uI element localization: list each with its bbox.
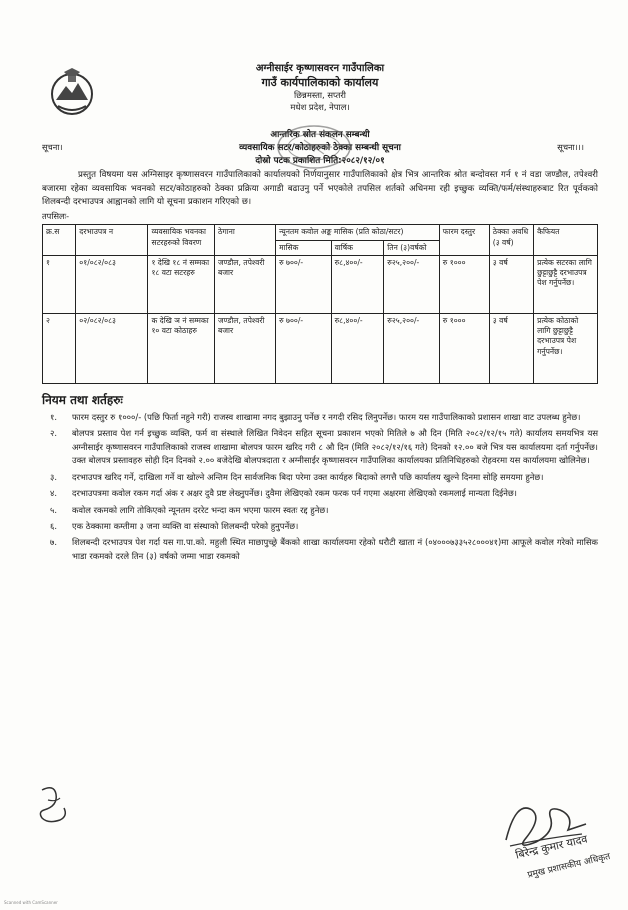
list-item — [42, 411, 598, 424]
notice-label-left: सूचना। — [42, 142, 63, 152]
notice-intro: प्रस्तुत विषयमा यस अग्निसाइर कृष्णासवरन गाउँपालिकाको कार्यालयको निर्णयानुसार गाउँपालिकाको क्षेत्र भित्र आन्तरिक श्रोत बन्दोवस्त गर्न १ नं वडा जण्डौल, तपेश्वरी बजारमा रहेका व्यवसायिक भवनको सटर/कोठाहरुको ठेक्का प्रक्रिया अगाडी बढाउनु पर्ने भएकोले तपसिल शर्तको अधिनमा रही इच्छुक व्यक्ति/फर्म/संस्थाहरुबाट रित पूर्वकको शिलबन्दी दरभाउपत्र आह्वानको लागि यो सूचना प्रकाशन गरिएको छ। — [42, 170, 598, 207]
notice-title-2: व्यवसायिक सटर/कोठाहरुको ठेक्का सम्बन्धी सूचना — [239, 142, 401, 153]
cell-period: ३ वर्ष — [489, 313, 533, 383]
cell-monthly: रु ७००/- — [276, 313, 332, 383]
rule-text: दरभाउपत्र खरिद गर्ने, दाखिला गर्ने वा खोल्ने अन्तिम दिन सार्वजनिक बिदा परेमा उक्त कार्यहरु बिदाको लगत्तै पछि कार्यालय खुल्ने दिनमा सोहि समयमा हुनेछ। — [72, 471, 544, 482]
officer-title: प्रमुख प्रशासकीय अधिकृत — [526, 851, 612, 881]
list-item — [42, 536, 598, 563]
nepal-emblem-icon — [46, 66, 98, 118]
rules-list — [42, 411, 598, 563]
cell-remarks: प्रत्येक सटरका लागि छुट्टाछुट्टै दरभाउपत्र पेश गर्नुपर्नेछ। — [534, 255, 598, 313]
notice-label-right: सूचना।।। — [557, 142, 584, 152]
notice-title-3: दोस्रो पटक प्रकाशित मिति:२०८२/१२/०१ — [255, 155, 385, 166]
cell-remarks: प्रत्येक कोठाको लागि छुट्टाछुट्टै दरभाउपत्र पेश गर्नुपर्नेछ। — [534, 313, 598, 383]
rules-title: नियम तथा शर्तहरुः — [42, 392, 123, 407]
header-description: व्यवसायिक भवनका सटरहरुको विवरण — [148, 225, 215, 256]
rule-text: बोलपत्र प्रस्ताव पेश गर्न इच्छुक व्यक्ति, फर्म वा संस्थाले लिखित निवेदन सहित सूचना प्रकाशन भएको मितिले ७ औ दिन (मिति २०८२/१२/१५ गते) कार्यालय समयभित्र यस अग्नीसाईर कृष्णासवरन गाउँपालिकाको राजस्व शाखामा बोलपत्र फारम खरिद गरी ८ औ दिन (मिति २०८२/१२/१६ गते) दिनको १२.०० बजे भित्र यस कार्यालयमा दर्ता गर्नुपर्नेछ। उक्त बोलपत्र प्रस्तावहरु सोही दिन दिनको २.०० बजेदेखि बोलपत्रदाता र अग्नीसाईर कृष्णासवरन गाउँपालिका कार्यालयका प्रतिनिधिहरुको रोहवरमा यस कार्यालयमा खोलिनेछ। — [72, 428, 598, 466]
rule-number: ४. — [50, 488, 58, 499]
header-form-fee: फारम दस्तुर — [439, 225, 489, 256]
cell-tender-no: ०२/०८२/०८३ — [76, 313, 148, 383]
rule-text: कवोल रकमको लागि तोकिएको न्यूनतम दररेट भन्दा कम भएमा फारम स्वतः रद्द हुनेछ। — [72, 504, 329, 515]
rule-number: ६. — [50, 521, 58, 532]
cell-location: जण्डौल, तपेश्वरी बजार — [215, 313, 276, 383]
rule-text: फारम दस्तुर रु १०००/- (पछि फिर्ता नहुने गरी) राजस्व शाखामा नगद बुझाउनु पर्नेछ र नगदी रसिद लिनुपर्नेछ। फारम यस गाउँपालिकाको प्रशासन शाखा वाट उपलब्ध हुनेछ। — [72, 411, 581, 422]
notice-page — [42, 62, 598, 566]
scanner-watermark: Scanned with CamScanner — [4, 900, 58, 905]
cell-period: ३ वर्ष — [489, 255, 533, 313]
cell-sn: १ — [43, 255, 76, 313]
office-header — [82, 62, 558, 113]
header-tender-no: दरभाउपत्र न — [76, 225, 148, 256]
rule-text: एक ठेक्कामा कम्तीमा ३ जना व्यक्ति वा संस्थाको शिलबन्दी परेको हुनुपर्नेछ। — [72, 521, 299, 532]
rule-number: १. — [50, 411, 58, 422]
header-yearly: वार्षिक — [331, 240, 384, 255]
officer-name: बिरेन्द्र कुमार यादव — [514, 832, 589, 862]
address-line-1: छिन्नमस्ता, सप्तरी — [294, 90, 346, 101]
rule-number: ५. — [50, 504, 58, 515]
table-row — [43, 255, 598, 313]
cell-yearly: रु८,४००/- — [331, 313, 384, 383]
list-item — [42, 520, 598, 533]
table-row — [43, 313, 598, 383]
cell-description: क देखि ञ नं सम्मका १० वटा कोठाहरु — [148, 313, 215, 383]
cell-form-fee: रु १००० — [439, 313, 489, 383]
cell-yearly: रु८,४००/- — [331, 255, 384, 313]
office-name: गाउँ कार्यपालिकाको कार्यालय — [261, 75, 379, 89]
rule-number: ३. — [50, 471, 58, 482]
rule-number: २. — [50, 428, 58, 439]
list-item — [42, 471, 598, 484]
header-monthly: मासिक — [276, 240, 332, 255]
header-min-rent: न्यूनतम कवोल अङ्क मासिक (प्रति कोठा/सटर) — [276, 225, 440, 240]
list-item — [42, 504, 598, 517]
notice-title-1: आन्तरिक स्रोत संकलन सम्बन्धी — [270, 130, 370, 141]
rule-text: दरभाउपत्रमा कवोल रकम गर्दा अंक र अक्षर दुवै प्रष्ट लेख्नुपर्नेछ। दुवैमा लेखिएको रकम फरक पर्न गएमा अक्षरमा लेखिएको रकमलाई मान्यता दिईनेछ। — [72, 488, 517, 499]
list-item — [42, 487, 598, 500]
cell-form-fee: रु १००० — [439, 255, 489, 313]
tapasil-label: तपसिलः- — [42, 211, 70, 222]
tender-table — [42, 224, 598, 384]
header-three-year: तिन (३)वर्षको — [384, 240, 440, 255]
list-item — [42, 427, 598, 467]
header-contract-period: ठेक्का अवधि (३ वर्ष) — [489, 225, 533, 256]
office-stamp-icon — [274, 122, 354, 172]
initial-signature-icon — [34, 780, 74, 830]
cell-tender-no: ०१/०८२/०८३ — [76, 255, 148, 313]
cell-three-year: रु२५,२००/- — [384, 313, 440, 383]
org-name: अग्नीसाईर कृष्णासवरन गाउँपालिका — [255, 63, 385, 74]
cell-monthly: रु ७००/- — [276, 255, 332, 313]
rule-number: ७. — [50, 537, 58, 548]
rule-text: शिलबन्दी दरभाउपत्र पेश गर्दा यस गा.पा.को. महुली स्थित माछापुच्छ्रे बैंकको शाखा कार्यालयमा रहेको धरौटी खाता नं (०४०००७३३५२८०००४१)मा आफूले कवोल गरेको मासिक भाडा रकमको दरले तिन (३) वर्षको जम्मा भाडा रकमको — [72, 537, 598, 561]
cell-sn: २ — [43, 313, 76, 383]
cell-location: जण्डौल, तपेश्वरी बजार — [215, 255, 276, 313]
header-location: ठेगाना — [215, 225, 276, 256]
cell-three-year: रु२५,२००/- — [384, 255, 440, 313]
header-sn: क्र.स — [43, 225, 76, 256]
table-header-row — [43, 225, 598, 240]
cell-description: १ देखि १८ नं सम्मका १८ वटा सटरहरु — [148, 255, 215, 313]
address-line-2: मधेश प्रदेश, नेपाल। — [290, 101, 350, 112]
header-remarks: कैफियत — [534, 225, 598, 256]
